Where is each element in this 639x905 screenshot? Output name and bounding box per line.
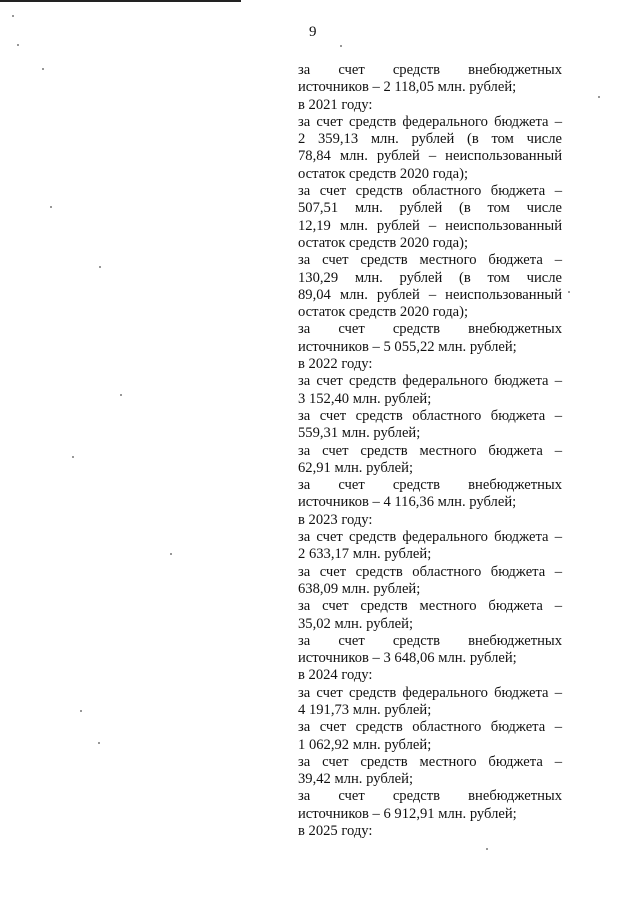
- paragraph: [298, 598, 562, 633]
- text-line: за счет средств местного бюджета –: [298, 442, 562, 459]
- top-rule: [0, 0, 241, 2]
- text-line: источников – 3 648,06 млн. рублей;: [298, 650, 517, 667]
- text-line: источников – 4 116,36 млн. рублей;: [298, 494, 517, 511]
- paragraph: [298, 443, 562, 478]
- text-line: в 2022 году:: [298, 356, 373, 373]
- text-line: за счет средств областного бюджета –: [298, 719, 562, 736]
- text-line: в 2025 году:: [298, 823, 373, 840]
- text-line: за счет средств федерального бюджета –: [298, 373, 562, 390]
- text-line: за счет средств местного бюджета –: [298, 753, 562, 770]
- text-line: источников – 5 055,22 млн. рублей;: [298, 338, 517, 355]
- paragraph: [298, 754, 562, 789]
- paragraph: [298, 667, 562, 684]
- text-line: за счет средств областного бюджета –: [298, 563, 562, 580]
- text-line: 35,02 млн. рублей;: [298, 615, 414, 632]
- text-line: в 2024 году:: [298, 667, 373, 684]
- scan-speck: [486, 848, 488, 850]
- scan-speck: [50, 206, 52, 208]
- paragraph: [298, 529, 562, 564]
- text-line: 89,04 млн. рублей – неиспользованный: [298, 286, 562, 303]
- paragraph: [298, 788, 562, 823]
- paragraph: [298, 408, 562, 443]
- paragraph: [298, 356, 562, 373]
- text-line: 62,91 млн. рублей;: [298, 459, 414, 476]
- text-line: 4 191,73 млн. рублей;: [298, 701, 432, 718]
- scan-speck: [42, 68, 44, 70]
- text-line: за счет средств федерального бюджета –: [298, 684, 562, 701]
- text-line: 78,84 млн. рублей – неиспользованный: [298, 148, 562, 165]
- paragraph: [298, 719, 562, 754]
- paragraph: [298, 62, 562, 97]
- scan-speck: [170, 553, 172, 555]
- paragraph: [298, 114, 562, 183]
- text-line: за счет средств местного бюджета –: [298, 598, 562, 615]
- paragraph: [298, 477, 562, 512]
- scan-speck: [568, 291, 570, 293]
- scan-speck: [72, 456, 74, 458]
- scan-speck: [99, 266, 101, 268]
- page-number: 9: [309, 24, 317, 40]
- text-line: остаток средств 2020 года);: [298, 304, 469, 321]
- paragraph: [298, 823, 562, 840]
- text-line: 559,31 млн. рублей;: [298, 425, 421, 442]
- text-line: за счет средств внебюджетных: [298, 62, 562, 78]
- text-line: 507,51 млн. рублей (в том числе: [298, 200, 562, 217]
- text-line: за счет средств внебюджетных: [298, 321, 562, 338]
- text-line: за счет средств федерального бюджета –: [298, 529, 562, 546]
- text-line: за счет средств внебюджетных: [298, 477, 562, 494]
- text-line: 2 359,13 млн. рублей (в том числе: [298, 131, 562, 148]
- text-line: за счет средств областного бюджета –: [298, 407, 562, 424]
- scan-speck: [340, 45, 342, 47]
- paragraph: [298, 183, 562, 252]
- paragraph: [298, 512, 562, 529]
- scan-speck: [17, 44, 19, 46]
- text-line: 39,42 млн. рублей;: [298, 771, 414, 788]
- text-line: источников – 6 912,91 млн. рублей;: [298, 805, 517, 822]
- text-line: 1 062,92 млн. рублей;: [298, 736, 432, 753]
- text-line: за счет средств областного бюджета –: [298, 183, 562, 200]
- text-line: источников – 2 118,05 млн. рублей;: [298, 79, 517, 96]
- text-line: 638,09 млн. рублей;: [298, 580, 421, 597]
- paragraph: [298, 321, 562, 356]
- text-line: за счет средств федерального бюджета –: [298, 113, 562, 130]
- text-line: остаток средств 2020 года);: [298, 165, 469, 182]
- scan-speck: [98, 742, 100, 744]
- text-line: в 2023 году:: [298, 511, 373, 528]
- text-column: [298, 62, 562, 840]
- text-line: 3 152,40 млн. рублей;: [298, 390, 432, 407]
- text-line: 130,29 млн. рублей (в том числе: [298, 269, 562, 286]
- paragraph: [298, 97, 562, 114]
- scan-speck: [80, 710, 82, 712]
- scan-speck: [598, 96, 600, 98]
- paragraph: [298, 564, 562, 599]
- text-line: за счет средств внебюджетных: [298, 632, 562, 649]
- scan-speck: [12, 15, 14, 17]
- text-line: 2 633,17 млн. рублей;: [298, 546, 432, 563]
- text-line: за счет средств местного бюджета –: [298, 252, 562, 269]
- paragraph: [298, 252, 562, 321]
- text-line: остаток средств 2020 года);: [298, 234, 469, 251]
- paragraph: [298, 373, 562, 408]
- text-line: в 2021 году:: [298, 96, 373, 113]
- text-line: за счет средств внебюджетных: [298, 788, 562, 805]
- paragraph: [298, 633, 562, 668]
- text-line: 12,19 млн. рублей – неиспользованный: [298, 217, 562, 234]
- paragraph: [298, 685, 562, 720]
- scan-speck: [120, 394, 122, 396]
